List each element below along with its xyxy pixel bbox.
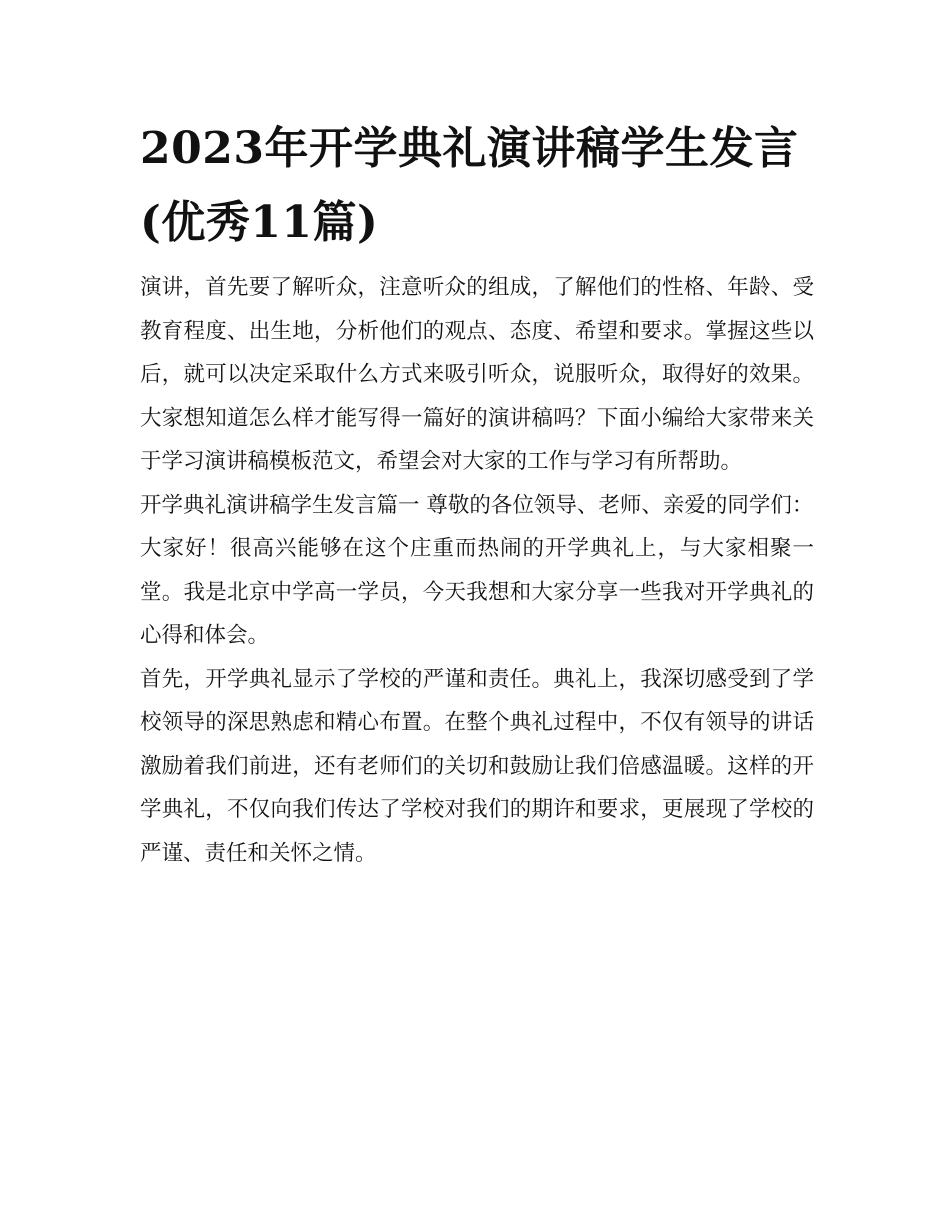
intro-paragraph: 演讲，首先要了解听众，注意听众的组成，了解他们的性格、年龄、受教育程度、出生地，分析他们的观点、态度、希望和要求。掌握这些以后，就可以决定采取什么方式来吸引听众，说服听众，取得好的效果。大家想知道怎么样才能写得一篇好的演讲稿吗？下面小编给大家带来关于学习演讲稿模板范文，希望会对大家的工作与学习有所帮助。 — [140, 275, 814, 474]
document-body — [140, 112, 814, 875]
section-heading-paragraph: 开学典礼演讲稿学生发言篇一 尊敬的各位领导、老师、亲爱的同学们： — [140, 492, 814, 518]
body-paragraph: 首先，开学典礼显示了学校的严谨和责任。典礼上，我深切感受到了学校领导的深思熟虑和精心布置。在整个典礼过程中，不仅有领导的讲话激励着我们前进，还有老师们的关切和鼓励让我们倍感温暖。这样的开学典礼，不仅向我们传达了学校对我们的期许和要求，更展现了学校的严谨、责任和关怀之情。 — [140, 666, 814, 866]
document-title: 2023年开学典礼演讲稿学生发言(优秀11篇) — [140, 123, 799, 248]
greeting-paragraph: 大家好！很高兴能够在这个庄重而热闹的开学典礼上，与大家相聚一堂。我是北京中学高一学员，今天我想和大家分享一些我对开学典礼的心得和体会。 — [140, 536, 814, 648]
